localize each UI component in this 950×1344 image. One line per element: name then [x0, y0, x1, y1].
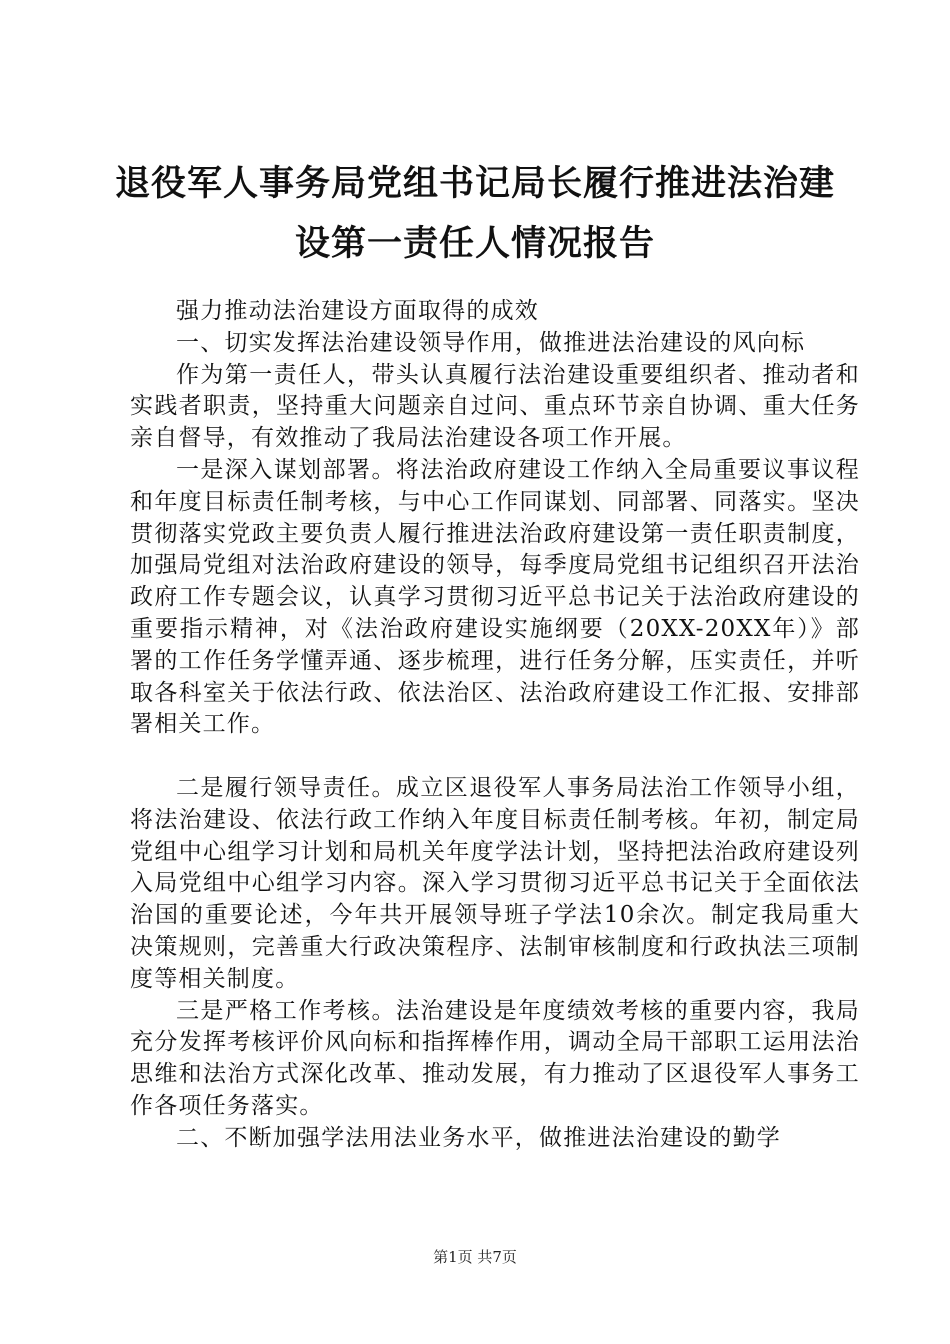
document-body: [130, 296, 860, 1155]
paragraph-section-one-heading: 一、切实发挥法治建设领导作用，做推进法治建设的风向标: [176, 329, 806, 356]
paragraph-assessment: 三是严格工作考核。法治建设是年度绩效考核的重要内容，我局充分发挥考核评价风向标和指挥棒作用，调动全局干部职工运用法治思维和法治方式深化改革、推动发展，有力推动了区退役军人事务工作各项任务落实。: [130, 997, 860, 1119]
page-number-footer: 第1页 共7页: [433, 1248, 517, 1266]
document-title-line-1: 退役军人事务局党组书记局长履行推进法治建: [114, 164, 835, 204]
paragraph-leadership: 二是履行领导责任。成立区退役军人事务局法治工作领导小组，将法治建设、依法行政工作纳入年度目标责任制考核。年初，制定局党组中心组学习计划和局机关年度学法计划，坚持把法治政府建设列入局党组中心组学习内容。深入学习贯彻习近平总书记关于全面依法治国的重要论述，今年共开展领导班子学法10余次。制定我局重大决策规则，完善重大行政决策程序、法制审核制度和行政执法三项制度等相关制度。: [130, 774, 860, 992]
paragraph-first-responsible: 作为第一责任人，带头认真履行法治建设重要组织者、推动者和实践者职责，坚持重大问题亲自过问、重点环节亲自协调、重大任务亲自督导，有效推动了我局法治建设各项工作开展。: [130, 361, 860, 452]
paragraph-achievements-heading: 强力推动法治建设方面取得的成效: [176, 298, 539, 324]
document-title-line-2: 设第一责任人情况报告: [294, 224, 655, 264]
paragraph-planning: 一是深入谋划部署。将法治政府建设工作纳入全局重要议事议程和年度目标责任制考核，与中心工作同谋划、同部署、同落实。坚决贯彻落实党政主要负责人履行推进法治政府建设第一责任职责制度，加强局党组对法治政府建设的领导，每季度局党组书记组织召开法治政府工作专题会议，认真学习贯彻习近平总书记关于法治政府建设的重要指示精神，对《法治政府建设实施纲要（20XX-20XX年）》部署的工作任务学懂弄通、逐步梳理，进行任务分解，压实责任，并听取各科室关于依法行政、依法治区、法治政府建设工作汇报、安排部署相关工作。: [130, 456, 860, 738]
paragraph-section-two-heading: 二、不断加强学法用法业务水平，做推进法治建设的勤学: [176, 1124, 781, 1151]
